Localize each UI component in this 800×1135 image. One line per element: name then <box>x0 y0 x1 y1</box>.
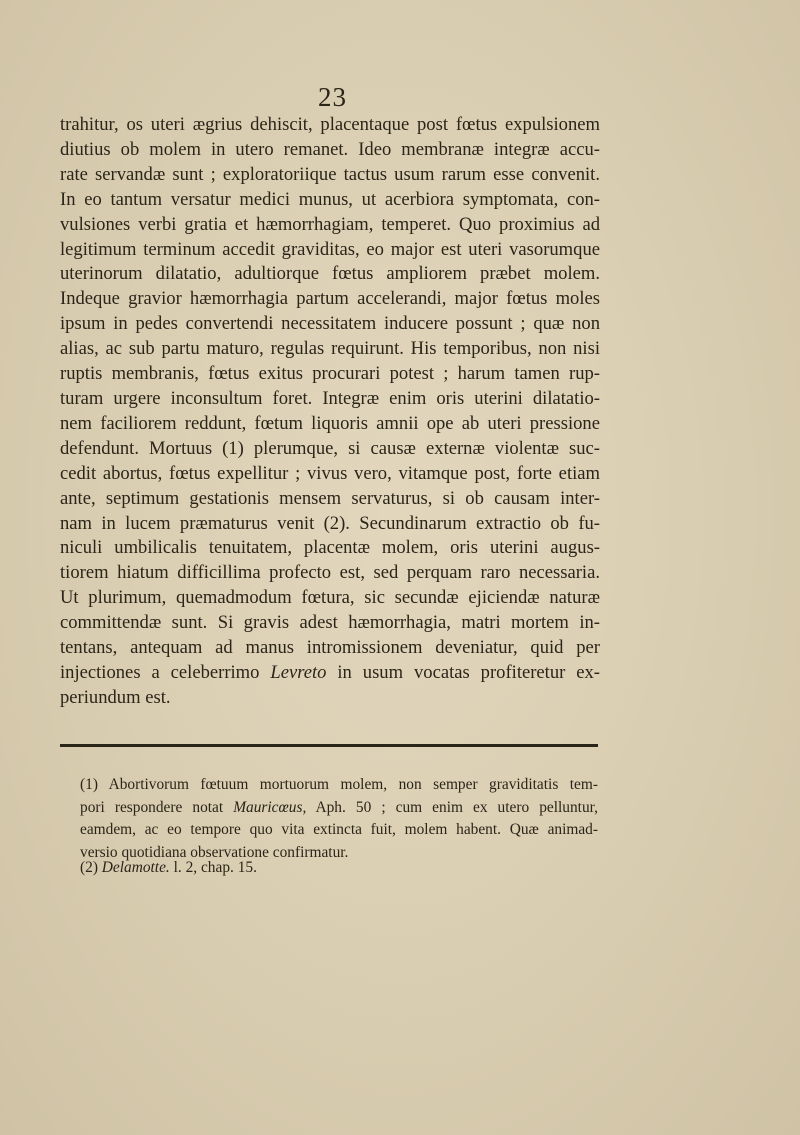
text-line: rate servandæ sunt ; exploratoriique tactus usum rarum esse convenit. <box>60 163 600 185</box>
text-line: committendæ sunt. Si gravis adest hæmorrhagia, matri mortem in- <box>60 612 600 634</box>
text-segment: injectiones a celeberrimo <box>60 661 271 683</box>
author-name-mauriceau: Mauricœus, <box>233 798 307 816</box>
text-line: Ut plurimum, quemadmodum fœtura, sic secundæ ejiciendæ naturæ <box>60 587 600 609</box>
text-line: ante, septimum gestationis mensem servaturus, si ob causam inter- <box>60 487 600 509</box>
text-line: nam in lucem præmaturus venit (2). Secundinarum extractio ob fu- <box>60 512 600 534</box>
footnote-divider <box>60 744 598 747</box>
text-line: diutius ob molem in utero remanet. Ideo membranæ integræ accu- <box>60 138 600 160</box>
footnote-line: versio quotidiana observatione confirmatur. <box>80 843 349 861</box>
text-line: tiorem hiatum difficillima profecto est, sed perquam raro necessaria. <box>60 562 600 584</box>
text-line: Indeque gravior hæmorrhagia partum accelerandi, major fœtus moles <box>60 288 600 310</box>
text-line: tentans, antequam ad manus intromissionem deveniatur, quid per <box>60 637 600 659</box>
footnote-line: (1) Abortivorum fœtuum mortuorum molem, non semper graviditatis tem- <box>80 776 598 793</box>
text-line: uterinorum dilatatio, adultiorque fœtus ampliorem præbet molem. <box>60 263 600 285</box>
text-line: niculi umbilicalis tenuitatem, placentæ molem, oris uterini augus- <box>60 537 600 559</box>
text-line-last: periundum est. <box>60 686 171 708</box>
footnote-line <box>80 797 598 820</box>
text-line: cedit abortus, fœtus expellitur ; vivus vero, vitamque post, forte etiam <box>60 462 600 484</box>
page-number: 23 <box>318 82 347 112</box>
text-line: turam urgere inconsultum foret. Integræ enim oris uterini dilatatio- <box>60 387 600 409</box>
text-segment: Aph. 50 ; cum enim ex utero pelluntur, <box>306 798 599 816</box>
footnote-2 <box>80 857 257 880</box>
text-line: legitimum terminum accedit graviditas, eo major est uteri vasorumque <box>60 238 600 260</box>
footnote-1 <box>80 774 598 864</box>
text-line: In eo tantum versatur medici munus, ut acerbiora symptomata, con- <box>60 188 600 210</box>
footnote-line: eamdem, ac eo tempore quo vita extincta fuit, molem habent. Quæ animad- <box>80 821 598 838</box>
author-name-delamotte: Delamotte. <box>101 859 170 876</box>
text-line: vulsiones verbi gratia et hæmorrhagiam, temperet. Quo proximius ad <box>60 213 600 235</box>
text-line-levret <box>60 661 600 686</box>
main-text <box>60 113 600 711</box>
footnote-marker: (2) <box>80 859 102 876</box>
text-line: ruptis membranis, fœtus exitus procurari potest ; harum tamen rup- <box>60 363 600 385</box>
citation-text: l. 2, chap. 15. <box>169 859 257 876</box>
text-segment: pori respondere notat <box>80 798 234 816</box>
text-line: alias, ac sub partu maturo, regulas requirunt. His temporibus, non nisi <box>60 338 600 360</box>
text-line: trahitur, os uteri ægrius dehiscit, placentaque post fœtus expulsionem <box>60 114 600 135</box>
text-line: ipsum in pedes convertendi necessitatem inducere possunt ; quæ non <box>60 313 600 335</box>
text-line: defendunt. Mortuus (1) plerumque, si causæ externæ violentæ suc- <box>60 437 600 459</box>
author-name-levret: Levreto <box>270 661 327 683</box>
text-segment: in usum vocatas profiteretur ex- <box>326 661 601 683</box>
text-line: nem faciliorem reddunt, fœtum liquoris amnii ope ab uteri pressione <box>60 412 600 434</box>
